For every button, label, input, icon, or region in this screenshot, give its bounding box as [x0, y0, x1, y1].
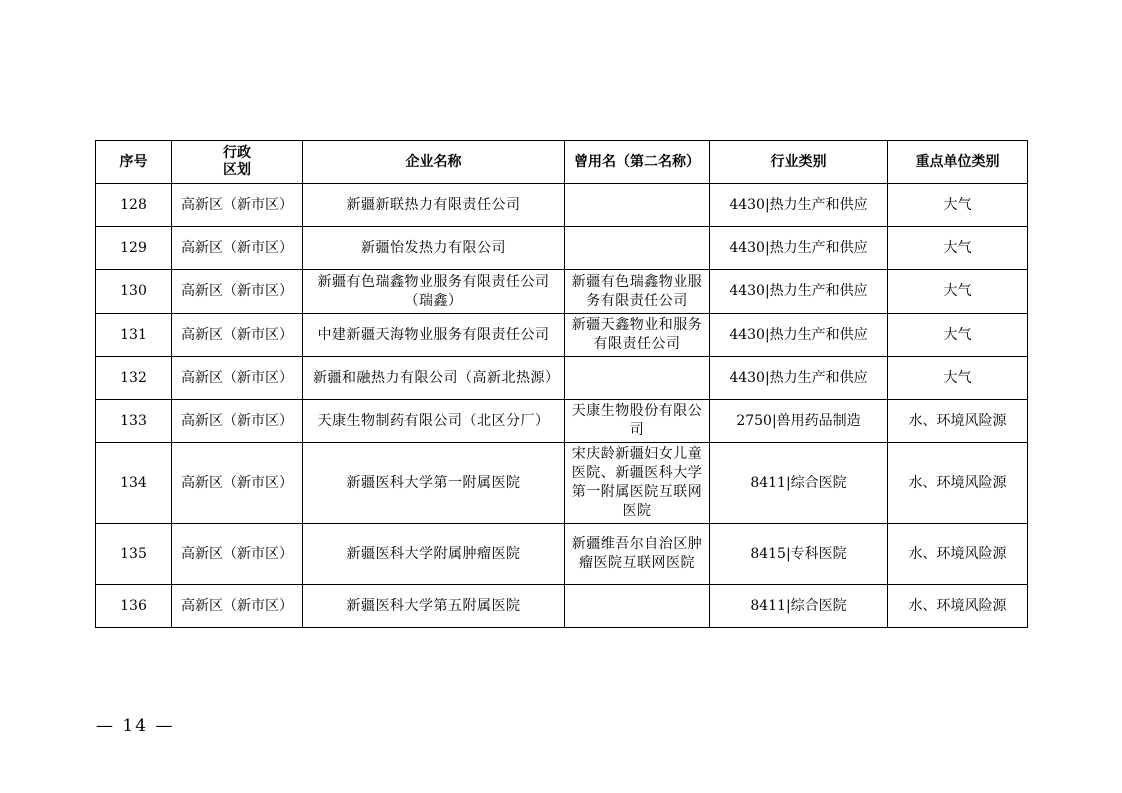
category-cell: 大气: [888, 184, 1028, 227]
header-seq: 序号: [96, 141, 172, 184]
seq-cell: 132: [96, 357, 172, 400]
seq-cell: 134: [96, 443, 172, 524]
industry-cell: 4430|热力生产和供应: [710, 270, 888, 314]
district-cell: 高新区（新市区）: [172, 443, 303, 524]
key-units-table: [95, 140, 1028, 628]
table-row: [96, 184, 1028, 227]
former-name-cell: 新疆天鑫物业和服务有限责任公司: [565, 314, 710, 357]
industry-cell: 2750|兽用药品制造: [710, 400, 888, 443]
former-name-cell: 天康生物股份有限公司: [565, 400, 710, 443]
industry-cell: 4430|热力生产和供应: [710, 184, 888, 227]
table-row: [96, 357, 1028, 400]
company-name-cell: 新疆医科大学第五附属医院: [303, 585, 565, 628]
industry-cell: 4430|热力生产和供应: [710, 227, 888, 270]
industry-cell: 4430|热力生产和供应: [710, 357, 888, 400]
industry-cell: 4430|热力生产和供应: [710, 314, 888, 357]
former-name-cell: [565, 184, 710, 227]
district-cell: 高新区（新市区）: [172, 400, 303, 443]
table-row: [96, 227, 1028, 270]
header-category: 重点单位类别: [888, 141, 1028, 184]
table-row: [96, 314, 1028, 357]
table-row: [96, 270, 1028, 314]
seq-cell: 131: [96, 314, 172, 357]
seq-cell: 128: [96, 184, 172, 227]
district-cell: 高新区（新市区）: [172, 585, 303, 628]
table-header-row: [96, 141, 1028, 184]
company-name-cell: 中建新疆天海物业服务有限责任公司: [303, 314, 565, 357]
table-row: [96, 524, 1028, 585]
company-name-cell: 新疆和融热力有限公司（高新北热源）: [303, 357, 565, 400]
former-name-cell: [565, 585, 710, 628]
header-industry: 行业类别: [710, 141, 888, 184]
district-cell: 高新区（新市区）: [172, 227, 303, 270]
header-district: [172, 141, 303, 184]
company-name-cell: 新疆新联热力有限责任公司: [303, 184, 565, 227]
category-cell: 大气: [888, 227, 1028, 270]
district-cell: 高新区（新市区）: [172, 314, 303, 357]
district-cell: 高新区（新市区）: [172, 357, 303, 400]
industry-cell: 8415|专科医院: [710, 524, 888, 585]
seq-cell: 135: [96, 524, 172, 585]
former-name-cell: [565, 227, 710, 270]
category-cell: 大气: [888, 357, 1028, 400]
district-cell: 高新区（新市区）: [172, 184, 303, 227]
table-row: [96, 585, 1028, 628]
company-name-cell: 天康生物制药有限公司（北区分厂）: [303, 400, 565, 443]
seq-cell: 129: [96, 227, 172, 270]
company-name-cell: 新疆医科大学附属肿瘤医院: [303, 524, 565, 585]
district-cell: 高新区（新市区）: [172, 270, 303, 314]
company-name-cell: 新疆医科大学第一附属医院: [303, 443, 565, 524]
header-name: 企业名称: [303, 141, 565, 184]
company-name-cell: 新疆怡发热力有限公司: [303, 227, 565, 270]
page-number: — 14 —: [96, 716, 175, 736]
table-body: [96, 184, 1028, 628]
industry-cell: 8411|综合医院: [710, 443, 888, 524]
category-cell: 水、环境风险源: [888, 400, 1028, 443]
header-district-line2: 区划: [223, 161, 251, 178]
former-name-cell: 新疆维吾尔自治区肿瘤医院互联网医院: [565, 524, 710, 585]
seq-cell: 136: [96, 585, 172, 628]
seq-cell: 130: [96, 270, 172, 314]
table-row: [96, 400, 1028, 443]
table-row: [96, 443, 1028, 524]
former-name-cell: 宋庆龄新疆妇女儿童医院、新疆医科大学第一附属医院互联网医院: [565, 443, 710, 524]
category-cell: 大气: [888, 314, 1028, 357]
header-former-name: 曾用名（第二名称）: [565, 141, 710, 184]
company-name-cell: 新疆有色瑞鑫物业服务有限责任公司（瑞鑫）: [303, 270, 565, 314]
district-cell: 高新区（新市区）: [172, 524, 303, 585]
former-name-cell: 新疆有色瑞鑫物业服务有限责任公司: [565, 270, 710, 314]
category-cell: 水、环境风险源: [888, 585, 1028, 628]
former-name-cell: [565, 357, 710, 400]
category-cell: 水、环境风险源: [888, 443, 1028, 524]
industry-cell: 8411|综合医院: [710, 585, 888, 628]
seq-cell: 133: [96, 400, 172, 443]
category-cell: 水、环境风险源: [888, 524, 1028, 585]
header-district-line1: 行政: [223, 144, 251, 161]
category-cell: 大气: [888, 270, 1028, 314]
